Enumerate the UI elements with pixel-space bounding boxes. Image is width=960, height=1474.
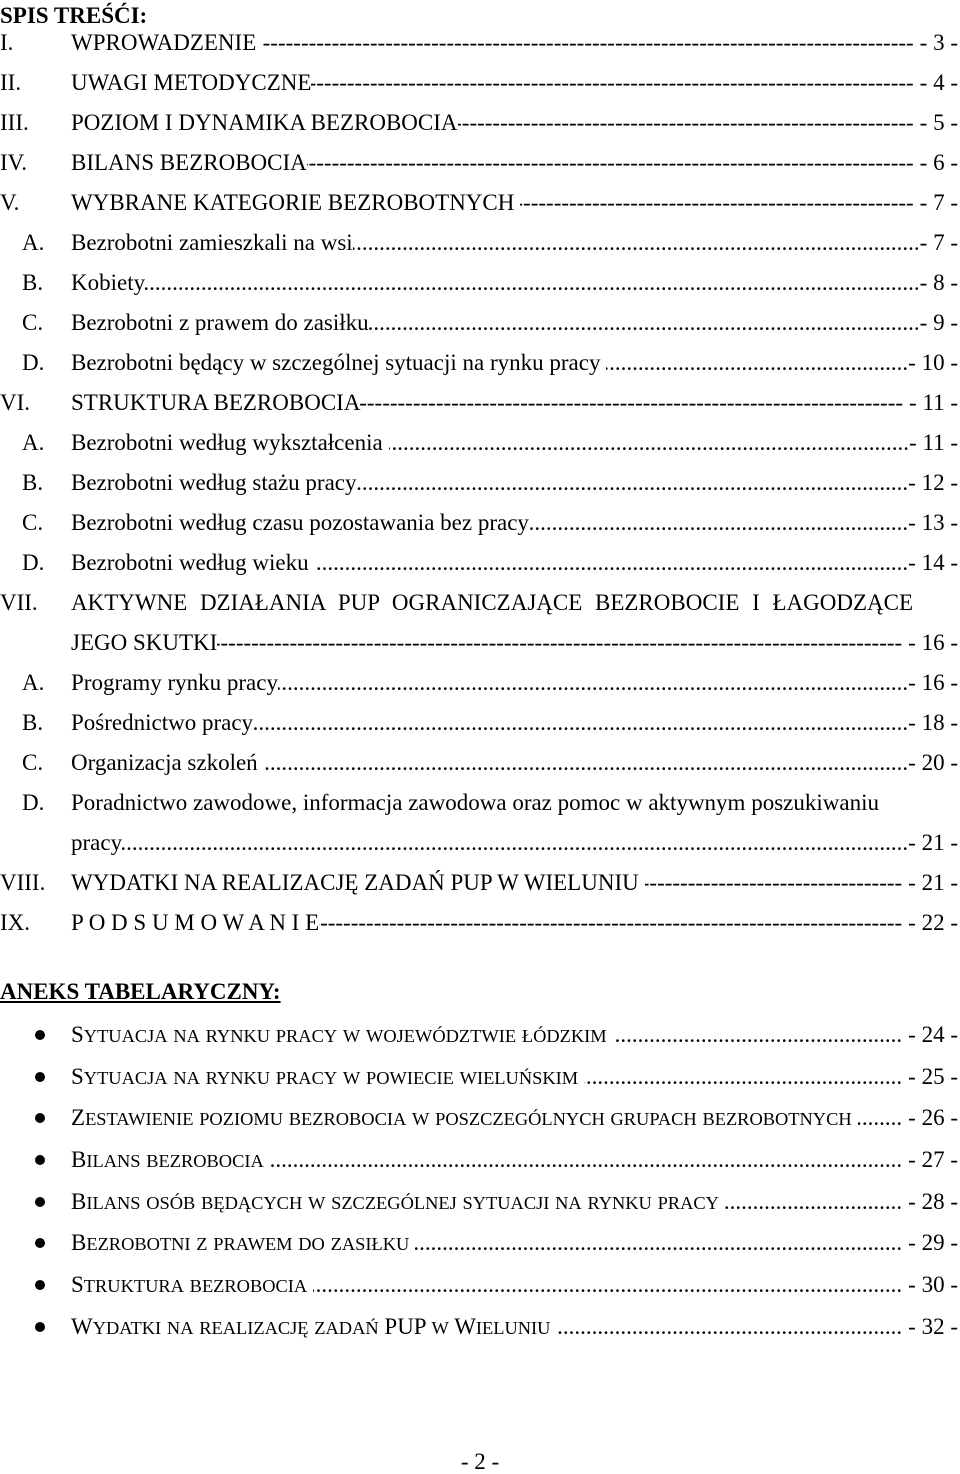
small-caps-run: YTUACJA [83,1067,168,1088]
toc-entry-number: V. [0,190,20,215]
toc-subentry-5-b [0,263,958,303]
bullet-icon [0,1264,71,1306]
page-number-footer: - 2 - [460,1449,500,1474]
toc-subentry-page: - 13 - [908,510,958,535]
toc-subentry-letter: D. [22,350,45,375]
toc-subentry-6-b [0,463,958,503]
annex-item-page: - 24 - [908,1022,958,1047]
leader-dots [253,703,908,743]
annex-heading: ANEKS TABELARYCZNY: [0,979,281,1004]
small-caps-run: RYNKU [587,1192,652,1213]
small-caps-run: W [71,1313,93,1339]
small-caps-run: BEZROBOCIA [288,1109,407,1130]
toc-subentry-5-d [0,343,958,383]
bullet-icon [0,1306,71,1348]
leader-dashes [360,383,903,423]
leader-dots [725,1181,902,1223]
toc-entry-title: POZIOM I DYNAMIKA BEZROBOCIA [71,110,458,135]
toc-subentry-title: Bezrobotni zamieszkali na wsi [71,230,353,255]
toc-entry-title: WYBRANE KATEGORIE BEZROBOTNYCH [71,190,515,215]
leader-dots [278,663,908,703]
leader-dots [556,1306,902,1348]
toc-entry-7-continued [0,623,958,663]
leader-dots [613,1014,903,1056]
small-caps-run: W [342,1067,361,1088]
small-caps-run: NA [173,1026,200,1046]
annex-item-title [71,1222,415,1264]
small-caps-run: YDATKI [92,1317,162,1338]
toc-subentry-7-a [0,663,958,703]
toc-subentry-letter: A. [22,230,45,255]
toc-subentry-title: Programy rynku pracy [71,670,278,695]
toc-heading: SPIS TREŚĆI: [0,3,148,28]
toc-entry-4 [0,143,958,183]
toc-subentry-letter: C. [22,750,44,775]
small-caps-run: S [71,1063,84,1089]
small-caps-run: BEZROBOCIA [189,1276,308,1297]
bullet-icon [0,1056,71,1098]
toc-entry-1 [0,23,958,63]
toc-subentry-7-d [0,783,958,823]
toc-subentry-7-b [0,703,958,743]
annex-item-page: - 27 - [908,1147,958,1173]
leader-dots [315,543,909,583]
toc-entry-page: - 22 - [908,910,958,935]
small-caps-run: W [412,1109,430,1130]
leader-dots [353,223,920,263]
leader-dashes [307,143,914,183]
small-caps-run: IELUNIU [475,1317,551,1338]
toc-subentry-title: Organizacja szkoleń [71,750,258,775]
toc-subentry-letter: A. [22,430,45,455]
toc-entry-8 [0,863,958,903]
leader-dots [858,1097,903,1139]
leader-dots [145,263,920,303]
toc-subentry-title: Bezrobotni będący w szczególnej sytuacji na rynku pracy [71,350,601,375]
toc-subentry-6-d [0,543,958,583]
leader-dashes [520,183,913,223]
small-caps-run: ZADAŃ [314,1317,379,1338]
small-caps-run: POWIECIE [365,1067,454,1088]
toc-entry-page: - 11 - [909,390,958,415]
toc-entry-number: II. [0,70,22,95]
leader-dots [369,303,920,343]
small-caps-run: PUP [378,1313,432,1339]
toc-subentry-title: Bezrobotni według czasu pozostawania bez pracy [71,510,529,535]
toc-subentry-letter: C. [22,510,44,535]
annex-item-5 [0,1181,958,1223]
toc-entry-page: - 4 - [919,70,958,95]
toc-entry-6 [0,383,958,423]
annex-item-3 [0,1097,958,1139]
toc-entry-title: P O D S U M O W A N I E [71,910,320,935]
toc-entry-title: BILANS BEZROBOCIA [71,150,307,175]
small-caps-run: ILANS [86,1151,141,1172]
toc-subentry-7-d-continued [0,823,958,863]
annex-list [0,1014,958,1348]
small-caps-run: NA [555,1192,582,1213]
annex-item-page: - 30 - [908,1272,958,1298]
annex-item-title [71,1306,556,1348]
toc-subentry-letter: A. [22,670,45,695]
small-caps-run: WIELUŃSKIM [459,1067,579,1088]
small-caps-run: TRUKTURA [83,1276,184,1297]
toc-entry-number: VII. [0,590,38,615]
small-caps-run: B [71,1147,87,1173]
toc-subentry-5-a [0,223,958,263]
toc-subentry-page: - 16 - [908,670,958,695]
leader-dots [606,343,908,383]
small-caps-run: S [71,1272,84,1298]
small-caps-run: PRACY [657,1192,719,1213]
toc-subentry-page: - 20 - [908,750,958,775]
small-caps-run: RYNKU [205,1026,271,1046]
annex-item-title [71,1139,270,1181]
small-caps-run: Z [196,1234,208,1255]
toc-subentry-letter: B. [22,710,44,735]
toc-subentry-page: - 14 - [908,550,958,575]
annex-item-1 [0,1014,958,1056]
bullet-icon [0,1222,71,1264]
small-caps-run: BEZROBOCIA [146,1151,264,1172]
leader-dots [584,1056,902,1098]
small-caps-run: ESTAWIENIE [85,1109,194,1130]
toc-subentry-page: - 10 - [908,350,958,375]
toc-subentry-page: - 7 - [919,230,958,255]
toc-entry-title: AKTYWNE DZIAŁANIA PUP OGRANICZAJĄCE BEZROBOCIE I ŁAGODZĄCE [71,590,913,615]
toc-entry-2 [0,63,958,103]
toc-entry-number: VI. [0,390,31,415]
toc-entry-5 [0,183,958,223]
annex-item-title [71,1264,313,1306]
annex-item-6 [0,1222,958,1264]
small-caps-run: OSÓB [146,1192,196,1213]
leader-dots [122,823,908,863]
small-caps-run: ŁÓDZKIM [521,1026,607,1046]
toc-entry-title-continued: JEGO SKUTKI [71,630,218,655]
small-caps-run: SYTUACJI [462,1192,550,1213]
leader-dashes [319,903,902,943]
leader-dashes [645,863,902,903]
toc-entry-page: - 21 - [908,870,958,895]
leader-dots [389,423,909,463]
toc-subentry-5-c [0,303,958,343]
toc-entry-page: - 6 - [919,150,958,175]
toc-subentry-page: - 12 - [908,470,958,495]
toc-subentry-page: - 8 - [919,270,958,295]
small-caps-run: EZROBOTNI [86,1234,191,1255]
annex-item-title [71,1014,613,1056]
leader-dashes [262,23,913,63]
small-caps-run: YTUACJA [83,1026,168,1046]
bullet-icon [0,1097,71,1139]
toc-subentry-title: Poradnictwo zawodowe, informacja zawodowa oraz pomoc w aktywnym poszukiwaniu [71,790,879,815]
toc-entry-page: - 3 - [919,30,958,55]
toc-entry-title: WPROWADZENIE [71,30,257,55]
toc-entry-number: I. [0,30,14,55]
small-caps-run: W [307,1192,326,1213]
annex-item-4 [0,1139,958,1181]
small-caps-run: B [71,1230,87,1256]
toc-list [0,23,958,943]
toc-subentry-6-c [0,503,958,543]
small-caps-run: SZCZEGÓLNEJ [331,1192,457,1213]
annex-item-page: - 29 - [908,1230,958,1256]
small-caps-run: GRUPACH [610,1109,697,1130]
small-caps-run: Z [71,1105,86,1131]
bullet-icon [0,1014,71,1056]
toc-entry-page: - 5 - [919,110,958,135]
toc-subentry-letter: D. [22,790,45,815]
annex-item-title [71,1097,858,1139]
small-caps-run: PRACY [275,1026,338,1046]
toc-entry-9 [0,903,958,943]
small-caps-run: NA [166,1317,194,1338]
bullet-icon [0,1139,71,1181]
toc-entry-3 [0,103,958,143]
annex-item-8 [0,1306,958,1348]
toc-subentry-6-a [0,423,958,463]
small-caps-run: REALIZACJĘ [199,1317,309,1338]
annex-item-page: - 32 - [908,1313,958,1339]
leader-dots [270,1139,902,1181]
small-caps-run: BĘDĄCYCH [201,1192,303,1213]
annex-item-page: - 28 - [908,1188,958,1214]
small-caps-run: PRACY [275,1067,338,1088]
leader-dots [357,463,909,503]
toc-subentry-title: Bezrobotni według stażu pracy [71,470,357,495]
annex-item-title [71,1056,584,1098]
bullet-icon [0,1181,71,1223]
toc-entry-title: STRUKTURA BEZROBOCIA [71,390,361,415]
toc-subentry-letter: D. [22,550,45,575]
small-caps-run: W [431,1317,449,1338]
leader-dots [313,1264,902,1306]
toc-subentry-page: - 11 - [909,430,958,455]
toc-entry-number: III. [0,110,29,135]
toc-subentry-title: Kobiety [71,270,146,295]
toc-entry-page: - 7 - [919,190,958,215]
toc-entry-7 [0,583,958,623]
toc-entry-number: VIII. [0,870,46,895]
indent-spacer [0,823,71,863]
toc-subentry-letter: B. [22,470,44,495]
toc-subentry-7-c [0,743,958,783]
toc-entry-title: UWAGI METODYCZNE [71,70,312,95]
indent-spacer [0,623,71,663]
toc-subentry-letter: C. [22,310,44,335]
small-caps-run: ILANS [86,1192,141,1213]
toc-subentry-title: Pośrednictwo pracy [71,710,254,735]
annex-item-page: - 25 - [908,1063,958,1089]
toc-entry-number: IX. [0,910,31,935]
small-caps-run: NA [173,1067,200,1088]
small-caps-run: POSZCZEGÓLNYCH [435,1109,605,1130]
small-caps-run: PRAWEM [213,1234,293,1255]
leader-dashes [217,623,902,663]
toc-subentry-title: Bezrobotni według wieku [71,550,309,575]
annex-item-page: - 26 - [908,1105,958,1131]
leader-dashes [458,103,914,143]
annex-item-7 [0,1264,958,1306]
small-caps-run: S [71,1022,84,1047]
toc-subentry-title: Bezrobotni według wykształcenia [71,430,383,455]
small-caps-run: ZASIŁKU [330,1234,410,1255]
small-caps-run: B [71,1188,87,1214]
small-caps-run: W [448,1313,476,1339]
annex-item-2 [0,1056,958,1098]
small-caps-run: BEZROBOTNYCH [702,1109,852,1130]
leader-dots [264,743,908,783]
toc-subentry-page: - 9 - [919,310,958,335]
toc-subentry-page: - 21 - [908,830,958,855]
leader-dashes [311,63,913,103]
toc-entry-page: - 16 - [908,630,958,655]
small-caps-run: W [342,1026,361,1046]
leader-dots [415,1222,902,1264]
annex-item-title [71,1181,725,1223]
toc-subentry-title-continued: pracy [71,830,123,855]
leader-dots [529,503,908,543]
small-caps-run: RYNKU [205,1067,271,1088]
small-caps-run: POZIOMU [199,1109,283,1130]
small-caps-run: WOJEWÓDZTWIE [365,1026,517,1046]
toc-subentry-letter: B. [22,270,44,295]
toc-entry-number: IV. [0,150,28,175]
toc-subentry-page: - 18 - [908,710,958,735]
small-caps-run: DO [298,1234,325,1255]
toc-subentry-title: Bezrobotni z prawem do zasiłku [71,310,369,335]
toc-entry-title: WYDATKI NA REALIZACJĘ ZADAŃ PUP W WIELUNIU [71,870,639,895]
